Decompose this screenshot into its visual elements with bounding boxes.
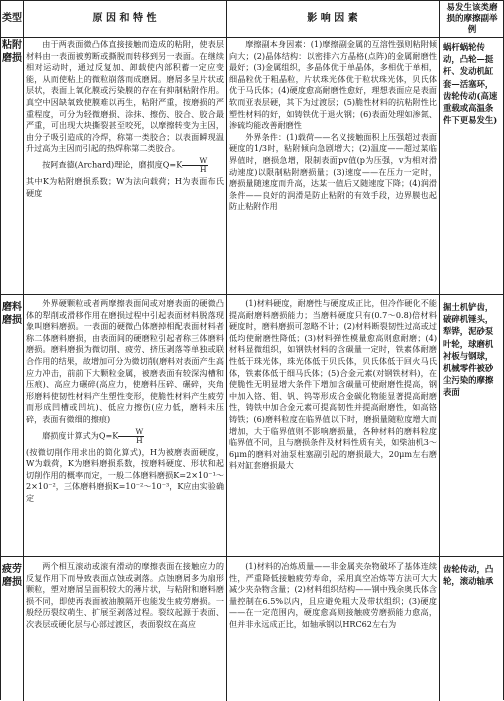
row-examples-adhesive: 蜗杆蜗轮传动，凸轮—挺杆、发动机缸套—活塞环，齿轮传动(高速重载或高温条件下更易发生)	[443, 42, 498, 126]
row-category-abrasive: 磨料磨损	[2, 302, 22, 326]
factors-text: 外界条件：(1)载荷——名义接触面积上压强超过表面硬度的1/3时，粘附倾向急剧增大；(2)温度——超过某临界值时，磨损急增，限制表面pv值(p为压强，v为相对滑动速度)以限制粘附磨损量；(3)速度——在压力一定时，磨损量随速度而升高，达某一值后又随速度下降；(4)润滑条件——良好的润滑是防止粘附的有效手段，边界膜也起防止粘附作用	[229, 131, 437, 212]
row-factors-adhesive	[229, 39, 437, 291]
row-examples-abrasive: 掘土机铲齿，破碎机锤头，犁铧，泥砂泵叶轮，球磨机衬板与钢球，机械零件被砂尘污染的摩擦表面	[443, 302, 494, 398]
principle-text: 外界硬颗粒或者两摩擦表面间或对磨表面的硬微凸体的犁削或滑移作用在磨损过程中引起表面材料脱落现象叫磨料磨损。一表面的硬微凸体磨掉相配表面材料者称二体磨料磨损，由表面间的硬磨粒引起者称三体磨料磨损。磨料磨损为微切削、疲劳、挤压剥落等单独或联合作用的结果，故增加可分为微切削(磨料对表面产生高应力冲击，前前下大颗粒金属，被磨表面有较深沟槽和压痕)、高应力碾碎(高应力，使磨料压碎、碾碎，夹角形磨料使韧性材料产生塑性变形，使脆性材料产生疲劳而形成凹槽或凹坑)、低应力擦伤(应力低，磨料未压碎，表面有微细的擦痕)	[26, 298, 224, 424]
formula-explanation: (按微切削作用求出的简化算式)，H为被磨表面硬度，W为载荷，K为磨料磨损系数，按磨料硬度、形状和起切削作用的概率而定，一般二体磨料磨损K=2×10⁻¹～2×10⁻²，三体磨料磨损K=10⁻²～10⁻³，K应由实验确定	[26, 446, 224, 503]
header-category: 类型	[2, 13, 22, 24]
row-divider	[1, 294, 503, 295]
row-category-fatigue: 疲劳磨损	[2, 564, 22, 588]
header-principle: 原 因 和 特 性	[92, 13, 157, 24]
wear-formula: 磨损度计算式为Q=K $\frac{W}{H}$	[42, 426, 144, 445]
row-examples-fatigue: 齿轮传动，凸轮，滚动轴承	[443, 564, 494, 587]
row-factors-abrasive	[229, 298, 437, 553]
row-factors-fatigue	[229, 561, 437, 699]
column-divider	[226, 1, 227, 701]
wear-formula: 按阿查德(Archard)理论，磨损度Q=K $\frac{W}{H}$	[42, 155, 208, 174]
row-divider	[1, 556, 503, 557]
header-examples: 易发生该类磨损的摩擦副举例	[446, 2, 498, 35]
row-principle-fatigue	[26, 561, 224, 699]
row-principle-adhesive	[26, 39, 224, 291]
column-divider	[23, 1, 24, 701]
formula-explanation: 其中K为粘附磨损系数；W为法向载荷；H为表面布氏硬度	[26, 175, 224, 198]
factors-text: 摩擦副本身因素：(1)摩擦副金属的互溶性强则粘附倾向大；(2)晶体结构：以密排六方晶格(点阵)的金属耐磨性最好；(3)金属组织，多晶体优于单晶体，多相优于单相，细晶粒优于粗晶粒，片状珠光体优于粒状珠光体，贝氏体优于马氏体；(4)硬度愈高耐磨性愈好，理想表面应是表面软而亚表层硬，其下为过渡层；(5)脆性材料的抗粘附性比塑性材料的好，如铸铁优于退火钢；(6)表面处理如渗氮、渗硫均能改善耐磨性	[229, 39, 437, 131]
row-principle-abrasive	[26, 298, 224, 553]
row-category-adhesive: 粘附磨损	[2, 40, 22, 64]
header-factors: 影 响 因 素	[307, 13, 358, 24]
factors-text: (1)材料硬度，耐磨性与硬度成正比，但冷作硬化不能提高耐磨料磨损能力；当磨料硬度只有(0.7～0.8)倍材料硬度时，磨料磨损可忽略不计；(2)材料断裂韧性过高或过低均使耐磨性降低；(3)材料弹性模量愈高则愈耐磨；(4)材料显微组织，如钢铁材料的含碳量一定时，铁素体耐磨性低于珠光体，珠光体低于贝氏体，贝氏体低于回火马氏体，铁素体低于细马氏体；(5)合金元素(对钢铁材料)，在使脆性无明显增大条件下增加含碳量可使耐磨性提高，钢中加入铬、钼、钒、钨等形成合金碳化物能显著提高耐磨性，铸铁中加合金元素可提高韧性并提高耐磨性，如高铬铸铁；(6)磨料粒度在临界值以下时，磨损量随粒度增大而增加，大于临界值则不影响磨损量，各种材料的磨料粒度临界值不同，且与磨损条件及材料性质有关，如柴油机3～6μm的磨料对油泵柱塞副引起的磨损最大，20μm左右磨料对缸套磨损最大	[229, 298, 437, 471]
principle-text: 两个相互滚动或滚有滑动的摩擦表面在接触应力的反复作用下而导致表面点蚀或剥落。点蚀磨屑多为扇形颗粒，塑对磨屑呈面积较大的薄片状，与粘附和磨料磨损不同，即使再表面被油膜隔开也能发生疲劳磨损。一般经历裂纹萌生、扩展至剥落过程。裂纹起源于表面、次表层或硬化层与心部过渡区，表面裂纹在高应	[26, 561, 224, 629]
factors-text: (1)材料的冶炼质量——非金属夹杂物破坏了基体连续性，严重降低接触疲劳寿命，采用真空冶炼等方法可大大减少夹杂物含量；(2)材料组织结构——钢中残余奥氏体含量控制在6.5%以内，且应避免粗大及带状组织；(3)硬度——在一定范围内，硬度愈高则接触疲劳磨损能力愈高，但并非永远成正比，如轴承钢以HRC62左右为	[229, 561, 437, 629]
principle-text: 由于两表面微凸体直接接触而造成的粘附，使表层材料由一表面被剪断或撕脱而转移到另一表面。在继续相对运动时，通过反复加、卸载使内部积蓄一定应变能，从而使粘上的微粒崩落而成磨屑。磨屑多呈片状或层状，表面上氧化膜或污染膜的存在有抑制粘附作用。真空中因缺氧致使膜难以再生，粘附严重，按磨损的严重程度，可分为轻微磨损、涂抹、擦伤、胶合、胶合最严重，可出现大块撕裂甚至咬死，以摩擦转变为主因，由分子吸引造成的冷焊，称第一类胶合；以表面瞬现温升过高为主因而引起的热焊称第二类胶合。	[26, 39, 224, 154]
column-divider	[439, 1, 440, 701]
